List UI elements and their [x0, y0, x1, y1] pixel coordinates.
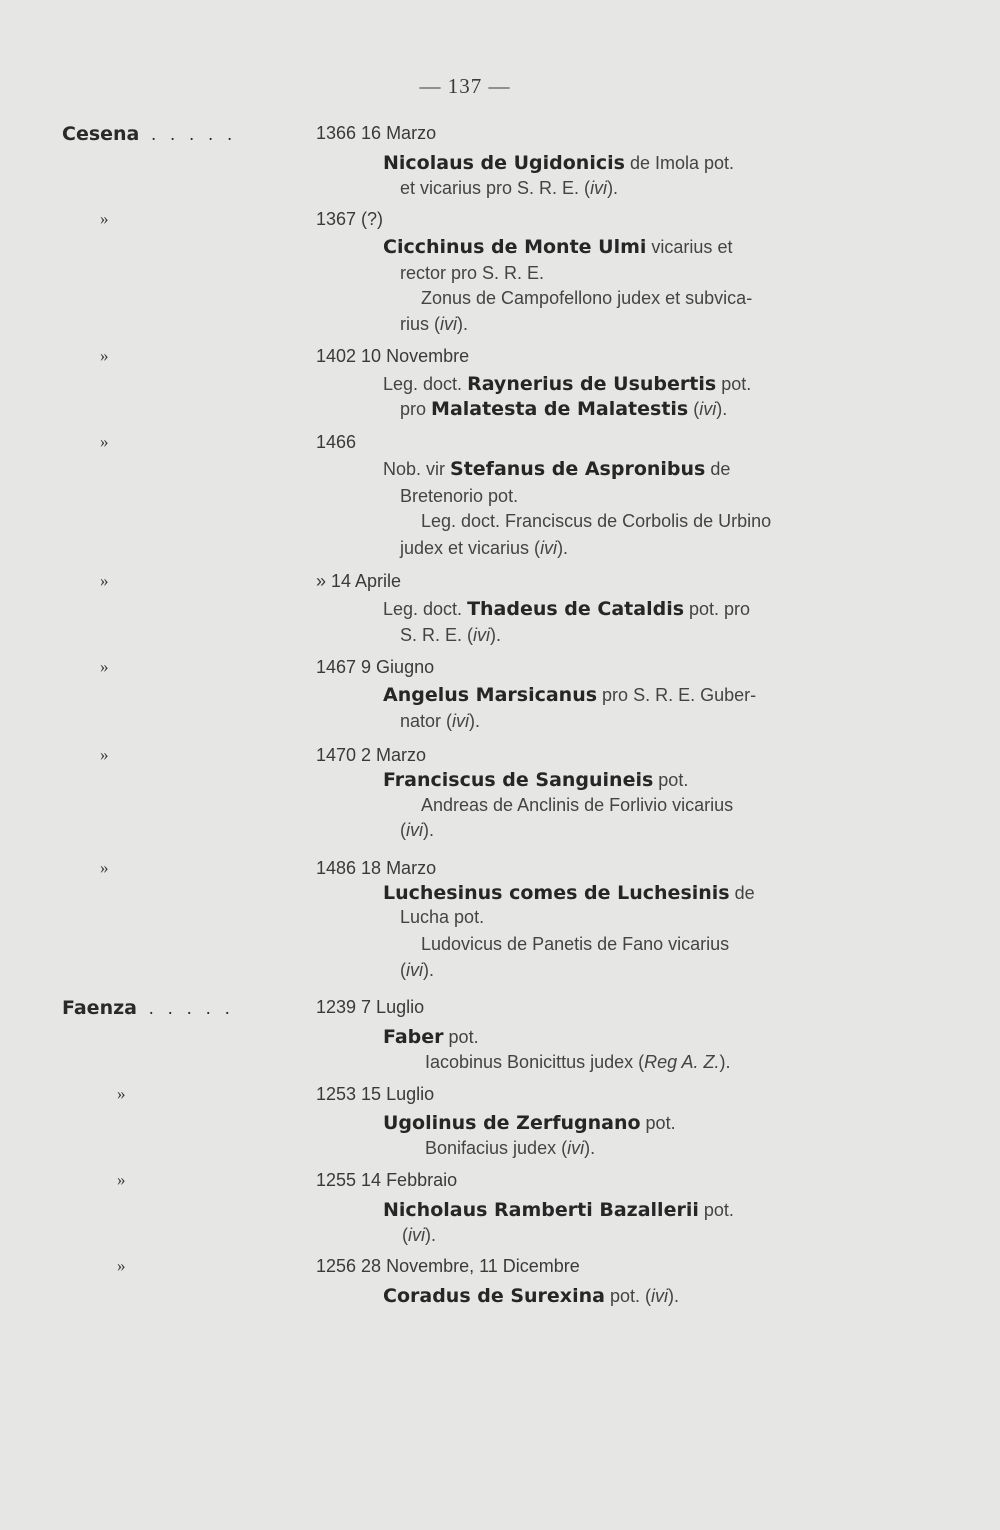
entry-text-line [425, 1052, 730, 1073]
text-segment: pot. [640, 1113, 676, 1133]
entry-date: 1253 15 Luglio [316, 1084, 435, 1104]
text-segment: rius ( [400, 314, 440, 334]
person-name: Malatesta de Malatestis [431, 398, 689, 420]
entry-text-line [400, 960, 434, 981]
text-segment: Leg. doct. [383, 374, 468, 394]
text-segment: pot. ( [604, 1286, 651, 1306]
city-heading [62, 123, 237, 145]
person-name: Ugolinus de Zerfugnano [383, 1112, 641, 1134]
person-name: Stefanus de Aspronibus [450, 458, 706, 480]
entry-text-line [383, 882, 755, 904]
person-name: Angelus Marsicanus [383, 684, 598, 706]
person-name: Raynerius de Usubertis [467, 373, 717, 395]
source-reference: ivi [650, 1286, 668, 1306]
entry-text-line [400, 820, 434, 841]
text-segment: pro S. R. E. Guber- [597, 685, 757, 705]
text-segment: pot. [698, 1200, 734, 1220]
ditto-mark: » [100, 209, 109, 228]
entry-text-line [383, 1112, 676, 1134]
text-segment: pot. [443, 1027, 479, 1047]
text-segment: S. R. E. ( [400, 625, 474, 645]
source-reference: ivi [590, 178, 608, 198]
person-name: Thadeus de Cataldis [467, 598, 685, 620]
text-segment: pot. [653, 770, 689, 790]
text-segment: de Imola pot. [624, 153, 735, 173]
text-segment: Leg. doct. [383, 599, 468, 619]
text-segment: pot. pro [684, 599, 751, 619]
text-segment: ( [400, 960, 406, 980]
entry-text-line [400, 538, 568, 559]
entry-text-line [421, 795, 733, 816]
entry-text-line [400, 625, 501, 646]
source-reference: ivi [473, 625, 491, 645]
page-number: — 137 — [419, 74, 511, 98]
entry-text-line [400, 711, 480, 732]
entry-text-line [383, 373, 751, 395]
text-segment: judex et vicarius ( [400, 538, 541, 558]
source-reference: ivi [699, 399, 717, 419]
person-name: Nicolaus de Ugidonicis [383, 152, 625, 174]
person-name: Franciscus de Sanguineis [383, 769, 654, 791]
text-segment: Leg. doct. Franciscus de Corbolis de Urbino [421, 511, 772, 531]
entry-text-line [383, 769, 688, 791]
entry-text-line [383, 1026, 479, 1048]
text-segment: Zonus de Campofellono judex et subvica- [421, 288, 753, 308]
entry-date: 1467 9 Giugno [316, 657, 435, 677]
entry-text-line [400, 178, 618, 199]
source-reference: ivi [567, 1138, 585, 1158]
person-name: Coradus de Surexina [383, 1285, 605, 1307]
ditto-mark: » [100, 858, 109, 877]
source-reference: ivi [408, 1225, 425, 1245]
entry-text-line [400, 263, 544, 284]
city-name: Cesena [62, 123, 140, 145]
source-reference: ivi [452, 711, 470, 731]
text-segment: pro [400, 399, 432, 419]
ditto-mark: » [100, 745, 109, 764]
entry-text-line [421, 934, 729, 955]
entry-date: 1470 2 Marzo [316, 745, 427, 765]
text-segment: Bonifacius judex ( [425, 1138, 568, 1158]
source-reference: ivi [406, 820, 423, 840]
entry-date: 1402 10 Novembre [316, 346, 470, 366]
entry-text-line [383, 458, 730, 480]
city-name: Faenza [62, 997, 137, 1019]
text-segment: ). [557, 538, 569, 558]
ditto-mark: » [117, 1256, 126, 1275]
text-segment: nator ( [400, 711, 453, 731]
entry-text-line [400, 486, 518, 507]
text-segment: rector pro S. R. E. [400, 263, 545, 283]
text-segment: ). [667, 1286, 679, 1306]
text-segment: vicarius et [646, 237, 733, 257]
text-segment: de [729, 883, 755, 903]
entry-date: 1366 16 Marzo [316, 123, 437, 143]
ditto-mark: » [117, 1084, 126, 1103]
entry-date: 1256 28 Novembre, 11 Dicembre [316, 1256, 580, 1276]
text-segment: ( [688, 399, 700, 419]
text-segment: pot. [716, 374, 752, 394]
city-heading [62, 997, 234, 1019]
entry-text-line [383, 684, 756, 706]
entry-date: 1239 7 Luglio [316, 997, 425, 1017]
text-segment: ( [400, 820, 406, 840]
leader-dots: . . . . . [148, 998, 235, 1018]
entry-text-line [383, 1285, 679, 1307]
text-segment: ). [423, 820, 434, 840]
entry-text-line [400, 907, 484, 928]
entry-date: 1255 14 Febbraio [316, 1170, 458, 1190]
text-segment: Bretenorio pot. [400, 486, 519, 506]
entry-text-line [425, 1138, 595, 1159]
entry-date: » 14 Aprile [316, 571, 402, 591]
text-segment: Andreas de Anclinis de Forlivio vicarius [421, 795, 734, 815]
ditto-mark: » [100, 346, 109, 365]
text-segment: ). [457, 314, 468, 334]
entry-text-line [421, 288, 752, 309]
text-segment: Lucha pot. [400, 907, 485, 927]
text-segment: ). [423, 960, 434, 980]
text-segment: ). [716, 399, 728, 419]
entry-text-line [383, 598, 750, 620]
person-name: Luchesinus comes de Luchesinis [383, 882, 730, 904]
entry-date: 1367 (?) [316, 209, 384, 229]
source-reference: Reg A. Z. [644, 1052, 720, 1072]
ditto-mark: » [100, 571, 109, 590]
person-name: Faber [383, 1026, 444, 1048]
ditto-mark: » [100, 432, 109, 451]
text-segment: ). [584, 1138, 596, 1158]
person-name: Nicholaus Ramberti Bazallerii [383, 1199, 699, 1221]
text-segment: ( [402, 1225, 408, 1245]
entry-text-line [383, 236, 732, 258]
text-segment: Nob. vir [383, 459, 451, 479]
text-segment: ). [469, 711, 481, 731]
person-name: Cicchinus de Monte Ulmi [383, 236, 647, 258]
source-reference: ivi [406, 960, 423, 980]
entry-date: 1466 [316, 432, 357, 452]
entry-text-line [400, 398, 727, 420]
ditto-mark: » [100, 657, 109, 676]
ditto-mark: » [117, 1170, 126, 1189]
entry-text-line [402, 1225, 436, 1246]
text-segment: ). [607, 178, 619, 198]
text-segment: ). [425, 1225, 436, 1245]
entry-date: 1486 18 Marzo [316, 858, 437, 878]
text-segment: et vicarius pro S. R. E. ( [400, 178, 591, 198]
text-segment: de [705, 459, 731, 479]
source-reference: ivi [440, 314, 457, 334]
text-segment: ). [490, 625, 502, 645]
leader-dots: . . . . . [151, 124, 237, 144]
source-reference: ivi [540, 538, 558, 558]
entry-text-line [383, 1199, 734, 1221]
entry-text-line [383, 152, 734, 174]
text-segment: ). [719, 1052, 731, 1072]
entry-text-line [400, 314, 468, 335]
entry-text-line [421, 511, 771, 532]
text-segment: Ludovicus de Panetis de Fano vicarius [421, 934, 730, 954]
text-segment: Iacobinus Bonicittus judex ( [425, 1052, 645, 1072]
